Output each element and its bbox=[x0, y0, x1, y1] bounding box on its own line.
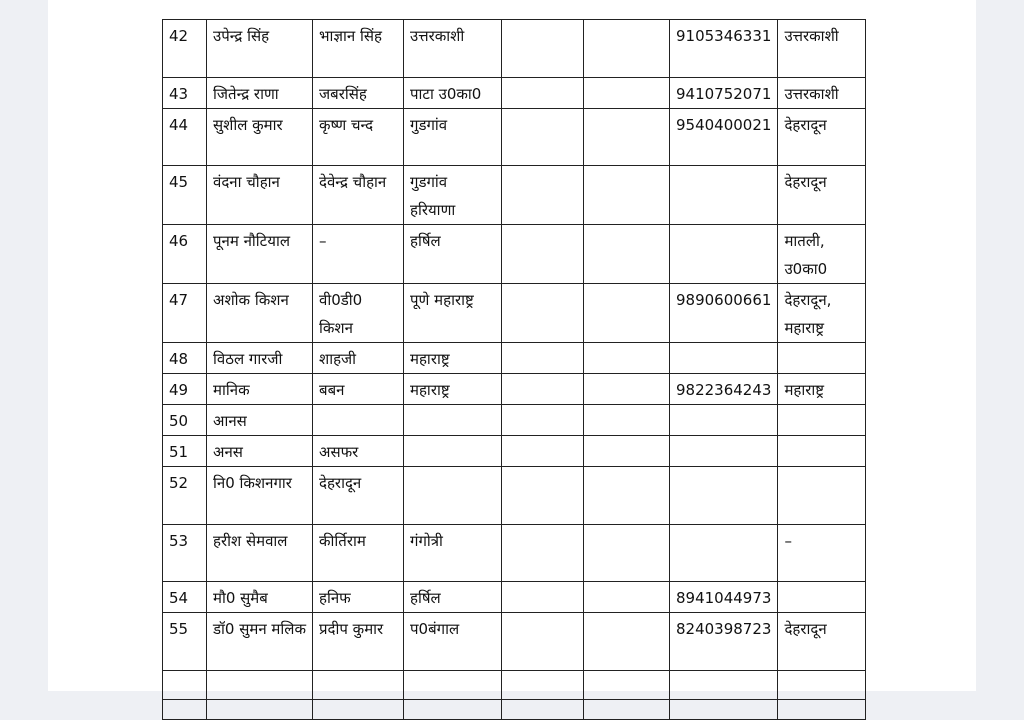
district-cell bbox=[778, 436, 866, 467]
name-cell: हरीश सेमवाल bbox=[207, 525, 313, 582]
blank-cell bbox=[584, 225, 670, 284]
name-cell bbox=[207, 700, 313, 720]
father-name-cell: भाज्ञान सिंह bbox=[313, 20, 404, 78]
table-row bbox=[163, 700, 866, 720]
district-cell: उत्तरकाशी bbox=[778, 20, 866, 78]
serial-number-cell: 51 bbox=[163, 436, 207, 467]
table-row bbox=[163, 582, 866, 613]
phone-cell: 9105346331 bbox=[670, 20, 778, 78]
father-name-cell bbox=[313, 405, 404, 436]
name-cell bbox=[207, 671, 313, 700]
name-cell: अनस bbox=[207, 436, 313, 467]
serial-number-cell bbox=[163, 700, 207, 720]
name-cell: नि0 किशनगार bbox=[207, 467, 313, 525]
district-cell bbox=[778, 467, 866, 525]
name-cell: विठल गारजी bbox=[207, 343, 313, 374]
district-cell: मातली, उ0का0 bbox=[778, 225, 866, 284]
table-row bbox=[163, 467, 866, 525]
blank-cell bbox=[502, 225, 584, 284]
father-name-cell: वी0डी0 किशन bbox=[313, 284, 404, 343]
blank-cell bbox=[584, 582, 670, 613]
serial-number-cell bbox=[163, 671, 207, 700]
place-cell: हर्षिल bbox=[404, 582, 502, 613]
blank-cell bbox=[584, 374, 670, 405]
district-cell bbox=[778, 405, 866, 436]
table-row bbox=[163, 374, 866, 405]
father-name-cell: प्रदीप कुमार bbox=[313, 613, 404, 671]
serial-number-cell: 53 bbox=[163, 525, 207, 582]
place-cell: उत्तरकाशी bbox=[404, 20, 502, 78]
roster-table bbox=[162, 19, 866, 720]
table-row bbox=[163, 166, 866, 225]
blank-cell bbox=[584, 20, 670, 78]
serial-number-cell: 44 bbox=[163, 109, 207, 166]
father-name-cell: कृष्ण चन्द bbox=[313, 109, 404, 166]
blank-cell bbox=[584, 166, 670, 225]
district-cell: देहरादून bbox=[778, 613, 866, 671]
place-cell bbox=[404, 405, 502, 436]
district-cell bbox=[778, 700, 866, 720]
blank-cell bbox=[584, 405, 670, 436]
phone-cell bbox=[670, 525, 778, 582]
district-cell: देहरादून bbox=[778, 109, 866, 166]
blank-cell bbox=[584, 284, 670, 343]
district-cell bbox=[778, 582, 866, 613]
blank-cell bbox=[502, 467, 584, 525]
father-name-cell: जबरसिंह bbox=[313, 78, 404, 109]
table-row bbox=[163, 343, 866, 374]
place-cell: गुडगांव हरियाणा bbox=[404, 166, 502, 225]
place-cell bbox=[404, 467, 502, 525]
name-cell: मानिक bbox=[207, 374, 313, 405]
serial-number-cell: 47 bbox=[163, 284, 207, 343]
name-cell: आनस bbox=[207, 405, 313, 436]
name-cell: सुशील कुमार bbox=[207, 109, 313, 166]
document-page bbox=[48, 0, 976, 691]
phone-cell bbox=[670, 405, 778, 436]
blank-cell bbox=[502, 343, 584, 374]
place-cell: पूणे महाराष्ट्र bbox=[404, 284, 502, 343]
place-cell: गंगोत्री bbox=[404, 525, 502, 582]
blank-cell bbox=[502, 582, 584, 613]
phone-cell bbox=[670, 225, 778, 284]
blank-cell bbox=[502, 374, 584, 405]
blank-cell bbox=[584, 613, 670, 671]
place-cell: महाराष्ट्र bbox=[404, 374, 502, 405]
serial-number-cell: 42 bbox=[163, 20, 207, 78]
blank-cell bbox=[502, 613, 584, 671]
blank-cell bbox=[502, 671, 584, 700]
place-cell: प0बंगाल bbox=[404, 613, 502, 671]
phone-cell: 9822364243 bbox=[670, 374, 778, 405]
district-cell: महाराष्ट्र bbox=[778, 374, 866, 405]
place-cell bbox=[404, 671, 502, 700]
serial-number-cell: 43 bbox=[163, 78, 207, 109]
blank-cell bbox=[502, 20, 584, 78]
phone-cell: 9540400021 bbox=[670, 109, 778, 166]
father-name-cell: देवेन्द्र चौहान bbox=[313, 166, 404, 225]
table-row bbox=[163, 225, 866, 284]
name-cell: अशोक किशन bbox=[207, 284, 313, 343]
place-cell bbox=[404, 700, 502, 720]
name-cell: उपेन्द्र सिंह bbox=[207, 20, 313, 78]
district-cell bbox=[778, 343, 866, 374]
district-cell bbox=[778, 671, 866, 700]
table-row bbox=[163, 405, 866, 436]
name-cell: पूनम नौटियाल bbox=[207, 225, 313, 284]
blank-cell bbox=[584, 671, 670, 700]
father-name-cell: कीर्तिराम bbox=[313, 525, 404, 582]
district-cell: – bbox=[778, 525, 866, 582]
phone-cell: 9890600661 bbox=[670, 284, 778, 343]
place-cell: पाटा उ0का0 bbox=[404, 78, 502, 109]
table-row bbox=[163, 436, 866, 467]
blank-cell bbox=[502, 700, 584, 720]
phone-cell bbox=[670, 436, 778, 467]
name-cell: मौ0 सुमैब bbox=[207, 582, 313, 613]
place-cell: गुडगांव bbox=[404, 109, 502, 166]
serial-number-cell: 50 bbox=[163, 405, 207, 436]
blank-cell bbox=[502, 78, 584, 109]
phone-cell bbox=[670, 467, 778, 525]
blank-cell bbox=[584, 467, 670, 525]
blank-cell bbox=[584, 700, 670, 720]
district-cell: देहरादून, महाराष्ट्र bbox=[778, 284, 866, 343]
blank-cell bbox=[584, 109, 670, 166]
phone-cell bbox=[670, 700, 778, 720]
father-name-cell: शाहजी bbox=[313, 343, 404, 374]
district-cell: देहरादून bbox=[778, 166, 866, 225]
phone-cell: 8240398723 bbox=[670, 613, 778, 671]
name-cell: वंदना चौहान bbox=[207, 166, 313, 225]
name-cell: डॉ0 सुमन मलिक bbox=[207, 613, 313, 671]
table-row bbox=[163, 525, 866, 582]
serial-number-cell: 52 bbox=[163, 467, 207, 525]
blank-cell bbox=[584, 78, 670, 109]
serial-number-cell: 45 bbox=[163, 166, 207, 225]
name-cell: जितेन्द्र राणा bbox=[207, 78, 313, 109]
father-name-cell: बबन bbox=[313, 374, 404, 405]
serial-number-cell: 46 bbox=[163, 225, 207, 284]
serial-number-cell: 54 bbox=[163, 582, 207, 613]
phone-cell bbox=[670, 671, 778, 700]
serial-number-cell: 49 bbox=[163, 374, 207, 405]
father-name-cell: देहरादून bbox=[313, 467, 404, 525]
blank-cell bbox=[502, 166, 584, 225]
blank-cell bbox=[584, 525, 670, 582]
father-name-cell bbox=[313, 671, 404, 700]
place-cell bbox=[404, 436, 502, 467]
phone-cell: 8941044973 bbox=[670, 582, 778, 613]
table-row bbox=[163, 671, 866, 700]
blank-cell bbox=[502, 405, 584, 436]
table-row bbox=[163, 284, 866, 343]
blank-cell bbox=[502, 109, 584, 166]
father-name-cell: असफर bbox=[313, 436, 404, 467]
table-row bbox=[163, 109, 866, 166]
blank-cell bbox=[502, 525, 584, 582]
phone-cell: 9410752071 bbox=[670, 78, 778, 109]
phone-cell bbox=[670, 343, 778, 374]
table-row bbox=[163, 613, 866, 671]
father-name-cell: – bbox=[313, 225, 404, 284]
blank-cell bbox=[502, 436, 584, 467]
father-name-cell bbox=[313, 700, 404, 720]
roster-body bbox=[163, 20, 866, 720]
serial-number-cell: 48 bbox=[163, 343, 207, 374]
table-row bbox=[163, 78, 866, 109]
blank-cell bbox=[502, 284, 584, 343]
serial-number-cell: 55 bbox=[163, 613, 207, 671]
father-name-cell: हनिफ bbox=[313, 582, 404, 613]
table-row bbox=[163, 20, 866, 78]
phone-cell bbox=[670, 166, 778, 225]
blank-cell bbox=[584, 343, 670, 374]
place-cell: महाराष्ट्र bbox=[404, 343, 502, 374]
blank-cell bbox=[584, 436, 670, 467]
place-cell: हर्षिल bbox=[404, 225, 502, 284]
district-cell: उत्तरकाशी bbox=[778, 78, 866, 109]
